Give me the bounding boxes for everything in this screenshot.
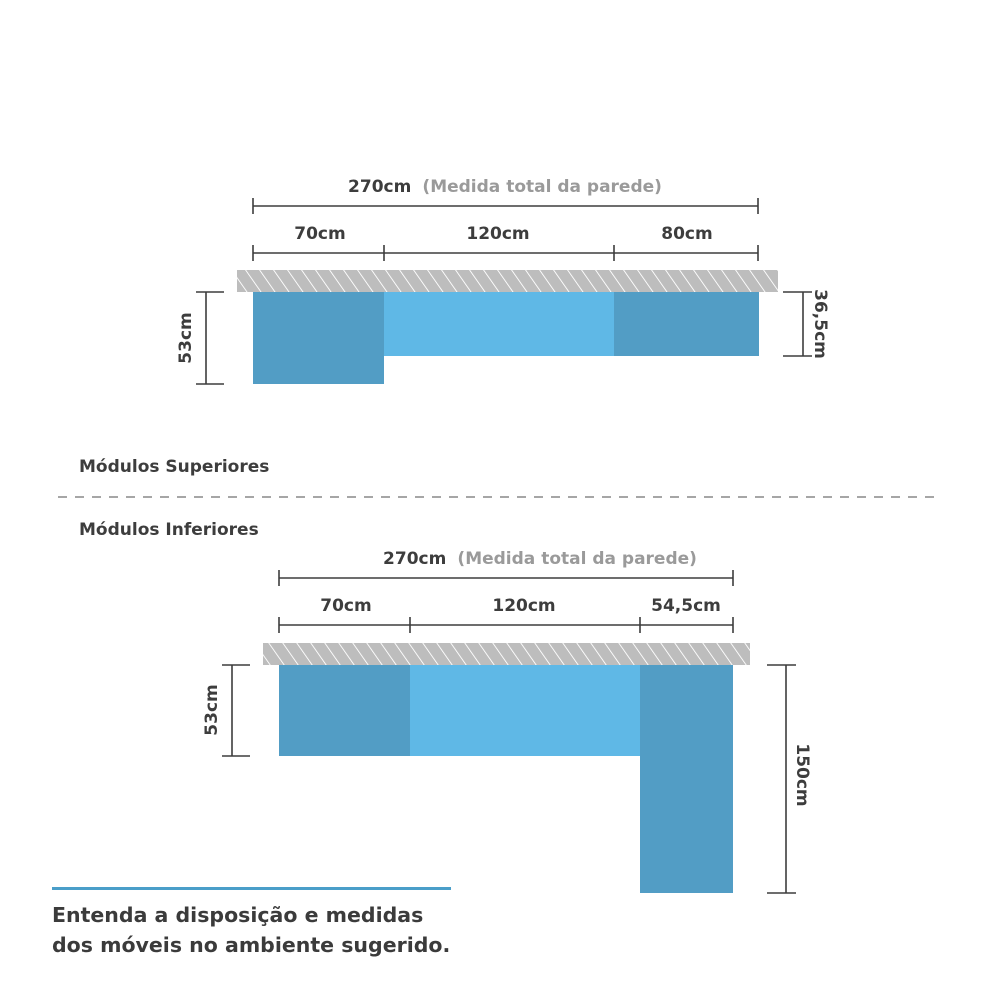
upper-total-dimension (253, 198, 758, 214)
upper-modules-diagram (176, 177, 830, 384)
upper-widths-dimension (253, 245, 758, 261)
upper-section-label: Módulos Superiores (79, 457, 270, 477)
upper-width-2-label: 120cm (466, 224, 530, 244)
lower-total-dimension (279, 570, 733, 586)
upper-right-height-label: 36,5cm (810, 289, 830, 359)
lower-total-note: (Medida total da parede) (457, 549, 697, 569)
lower-widths-dimension (279, 617, 733, 633)
upper-right-height-dimension (783, 292, 812, 356)
upper-total-value: 270cm (348, 177, 412, 197)
lower-width-3-label: 54,5cm (651, 596, 721, 616)
lower-module-left (279, 665, 410, 756)
upper-module-center (384, 292, 614, 356)
upper-left-height-label: 53cm (176, 312, 196, 364)
lower-right-height-label: 150cm (792, 743, 812, 807)
lower-module-corner (640, 665, 733, 893)
caption (52, 900, 482, 960)
upper-module-right (614, 292, 759, 356)
upper-total-label (348, 177, 662, 197)
caption-line-2: dos móveis no ambiente sugerido. (52, 933, 451, 957)
lower-module-center (410, 665, 640, 756)
lower-wall (263, 643, 750, 665)
lower-width-1-label: 70cm (320, 596, 372, 616)
upper-total-note: (Medida total da parede) (422, 177, 662, 197)
upper-module-left (253, 292, 384, 384)
caption-accent-rule (52, 887, 451, 890)
upper-width-1-label: 70cm (294, 224, 346, 244)
lower-left-height-dimension (222, 665, 250, 756)
upper-width-3-label: 80cm (661, 224, 713, 244)
lower-section-label: Módulos Inferiores (79, 520, 259, 540)
lower-total-value: 270cm (383, 549, 447, 569)
upper-wall (237, 270, 778, 292)
caption-line-1: Entenda a disposição e medidas (52, 903, 424, 927)
lower-modules-diagram (202, 549, 812, 893)
lower-right-height-dimension (767, 665, 796, 893)
lower-left-height-label: 53cm (202, 684, 222, 736)
lower-width-2-label: 120cm (492, 596, 556, 616)
upper-left-height-dimension (196, 292, 224, 384)
lower-total-label (383, 549, 697, 569)
